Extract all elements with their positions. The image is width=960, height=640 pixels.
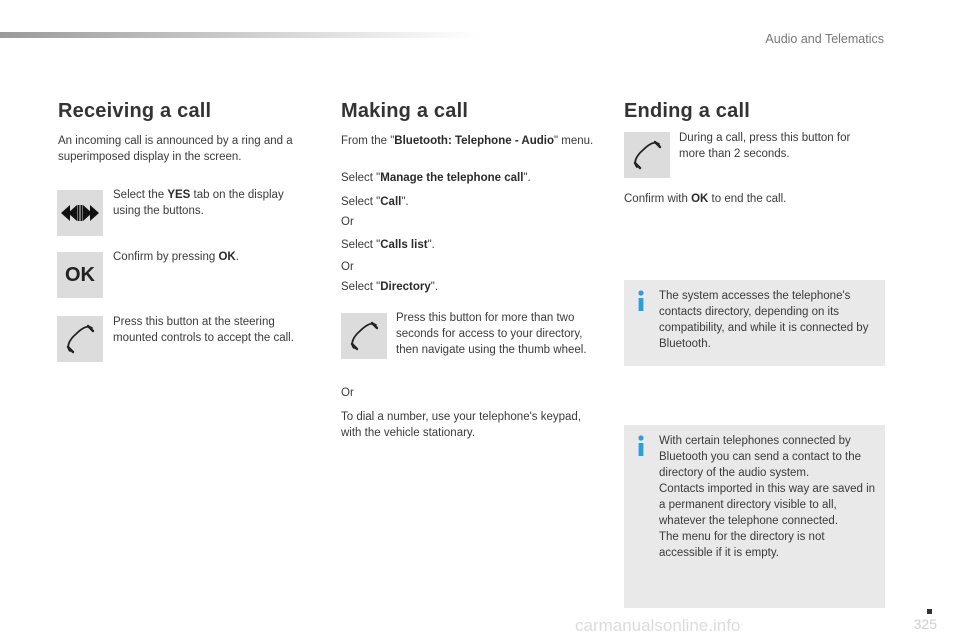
ending-during-call: During a call, press this button for more than 2 seconds.: [679, 132, 851, 160]
info-icon: [636, 435, 646, 457]
making-press-directory: Press this button for more than two seconds for access to your directory, then navigate using the thumb wheel.: [396, 312, 587, 356]
making-or-1: Or: [341, 216, 354, 228]
making-from-menu: From the "Bluetooth: Telephone - Audio" menu.: [341, 135, 594, 147]
info-directory-text: The system accesses the telephone's contacts directory, depending on its compatibility, and while it is connected by Bluetooth.: [659, 290, 869, 350]
ending-column: [624, 100, 886, 133]
making-or-3: Or: [341, 387, 354, 399]
ending-confirm-ok: Confirm with OK to end the call.: [624, 193, 787, 205]
watermark: carmanualsonline.info: [575, 616, 741, 635]
info-box-directory: [624, 280, 885, 366]
skip-buttons-icon: [57, 190, 103, 236]
info-contacts-saved: Contacts imported in this way are saved in a permanent directory visible to all, whatever the telephone connected.: [659, 483, 876, 527]
making-or-2: Or: [341, 261, 354, 273]
making-dial-number: To dial a number, use your telephone's keypad, with the vehicle stationary.: [341, 411, 582, 439]
receiving-title: Receiving a call: [58, 100, 212, 122]
receiving-step-steering: Press this button at the steering mounted controls to accept the call.: [113, 316, 294, 344]
section-title: Audio and Telematics: [765, 32, 884, 46]
making-select-calls-list: Select "Calls list".: [341, 239, 435, 251]
ok-button-icon: [57, 252, 103, 298]
receiving-intro: An incoming call is announced by a ring and a superimposed display in the screen.: [58, 135, 293, 163]
making-select-call: Select "Call".: [341, 196, 409, 208]
making-select-directory: Select "Directory".: [341, 281, 439, 293]
info-contacts-send: With certain telephones connected by Bluetooth you can send a contact to the directory of the audio system.: [659, 435, 862, 479]
page-number: 325: [913, 616, 937, 632]
ok-icon-label: OK: [65, 264, 95, 286]
header-gradient-bar: [0, 32, 480, 38]
page-marker: [927, 609, 932, 614]
ending-title: Ending a call: [624, 100, 750, 122]
making-select-manage: Select "Manage the telephone call".: [341, 172, 531, 184]
phone-handset-icon: [57, 316, 103, 362]
info-contacts-empty: The menu for the directory is not accessible if it is empty.: [659, 531, 825, 559]
phone-handset-icon: [624, 132, 670, 178]
receiving-column: [58, 100, 320, 165]
making-title: Making a call: [341, 100, 469, 122]
info-icon: [636, 290, 646, 312]
making-column: [341, 100, 603, 149]
info-box-contacts: [624, 425, 885, 608]
phone-handset-icon: [341, 313, 387, 359]
info-contacts-text: [659, 433, 877, 561]
receiving-step-select-yes: Select the YES tab on the display using the buttons.: [113, 189, 284, 217]
receiving-step-confirm: Confirm by pressing OK.: [113, 251, 239, 263]
